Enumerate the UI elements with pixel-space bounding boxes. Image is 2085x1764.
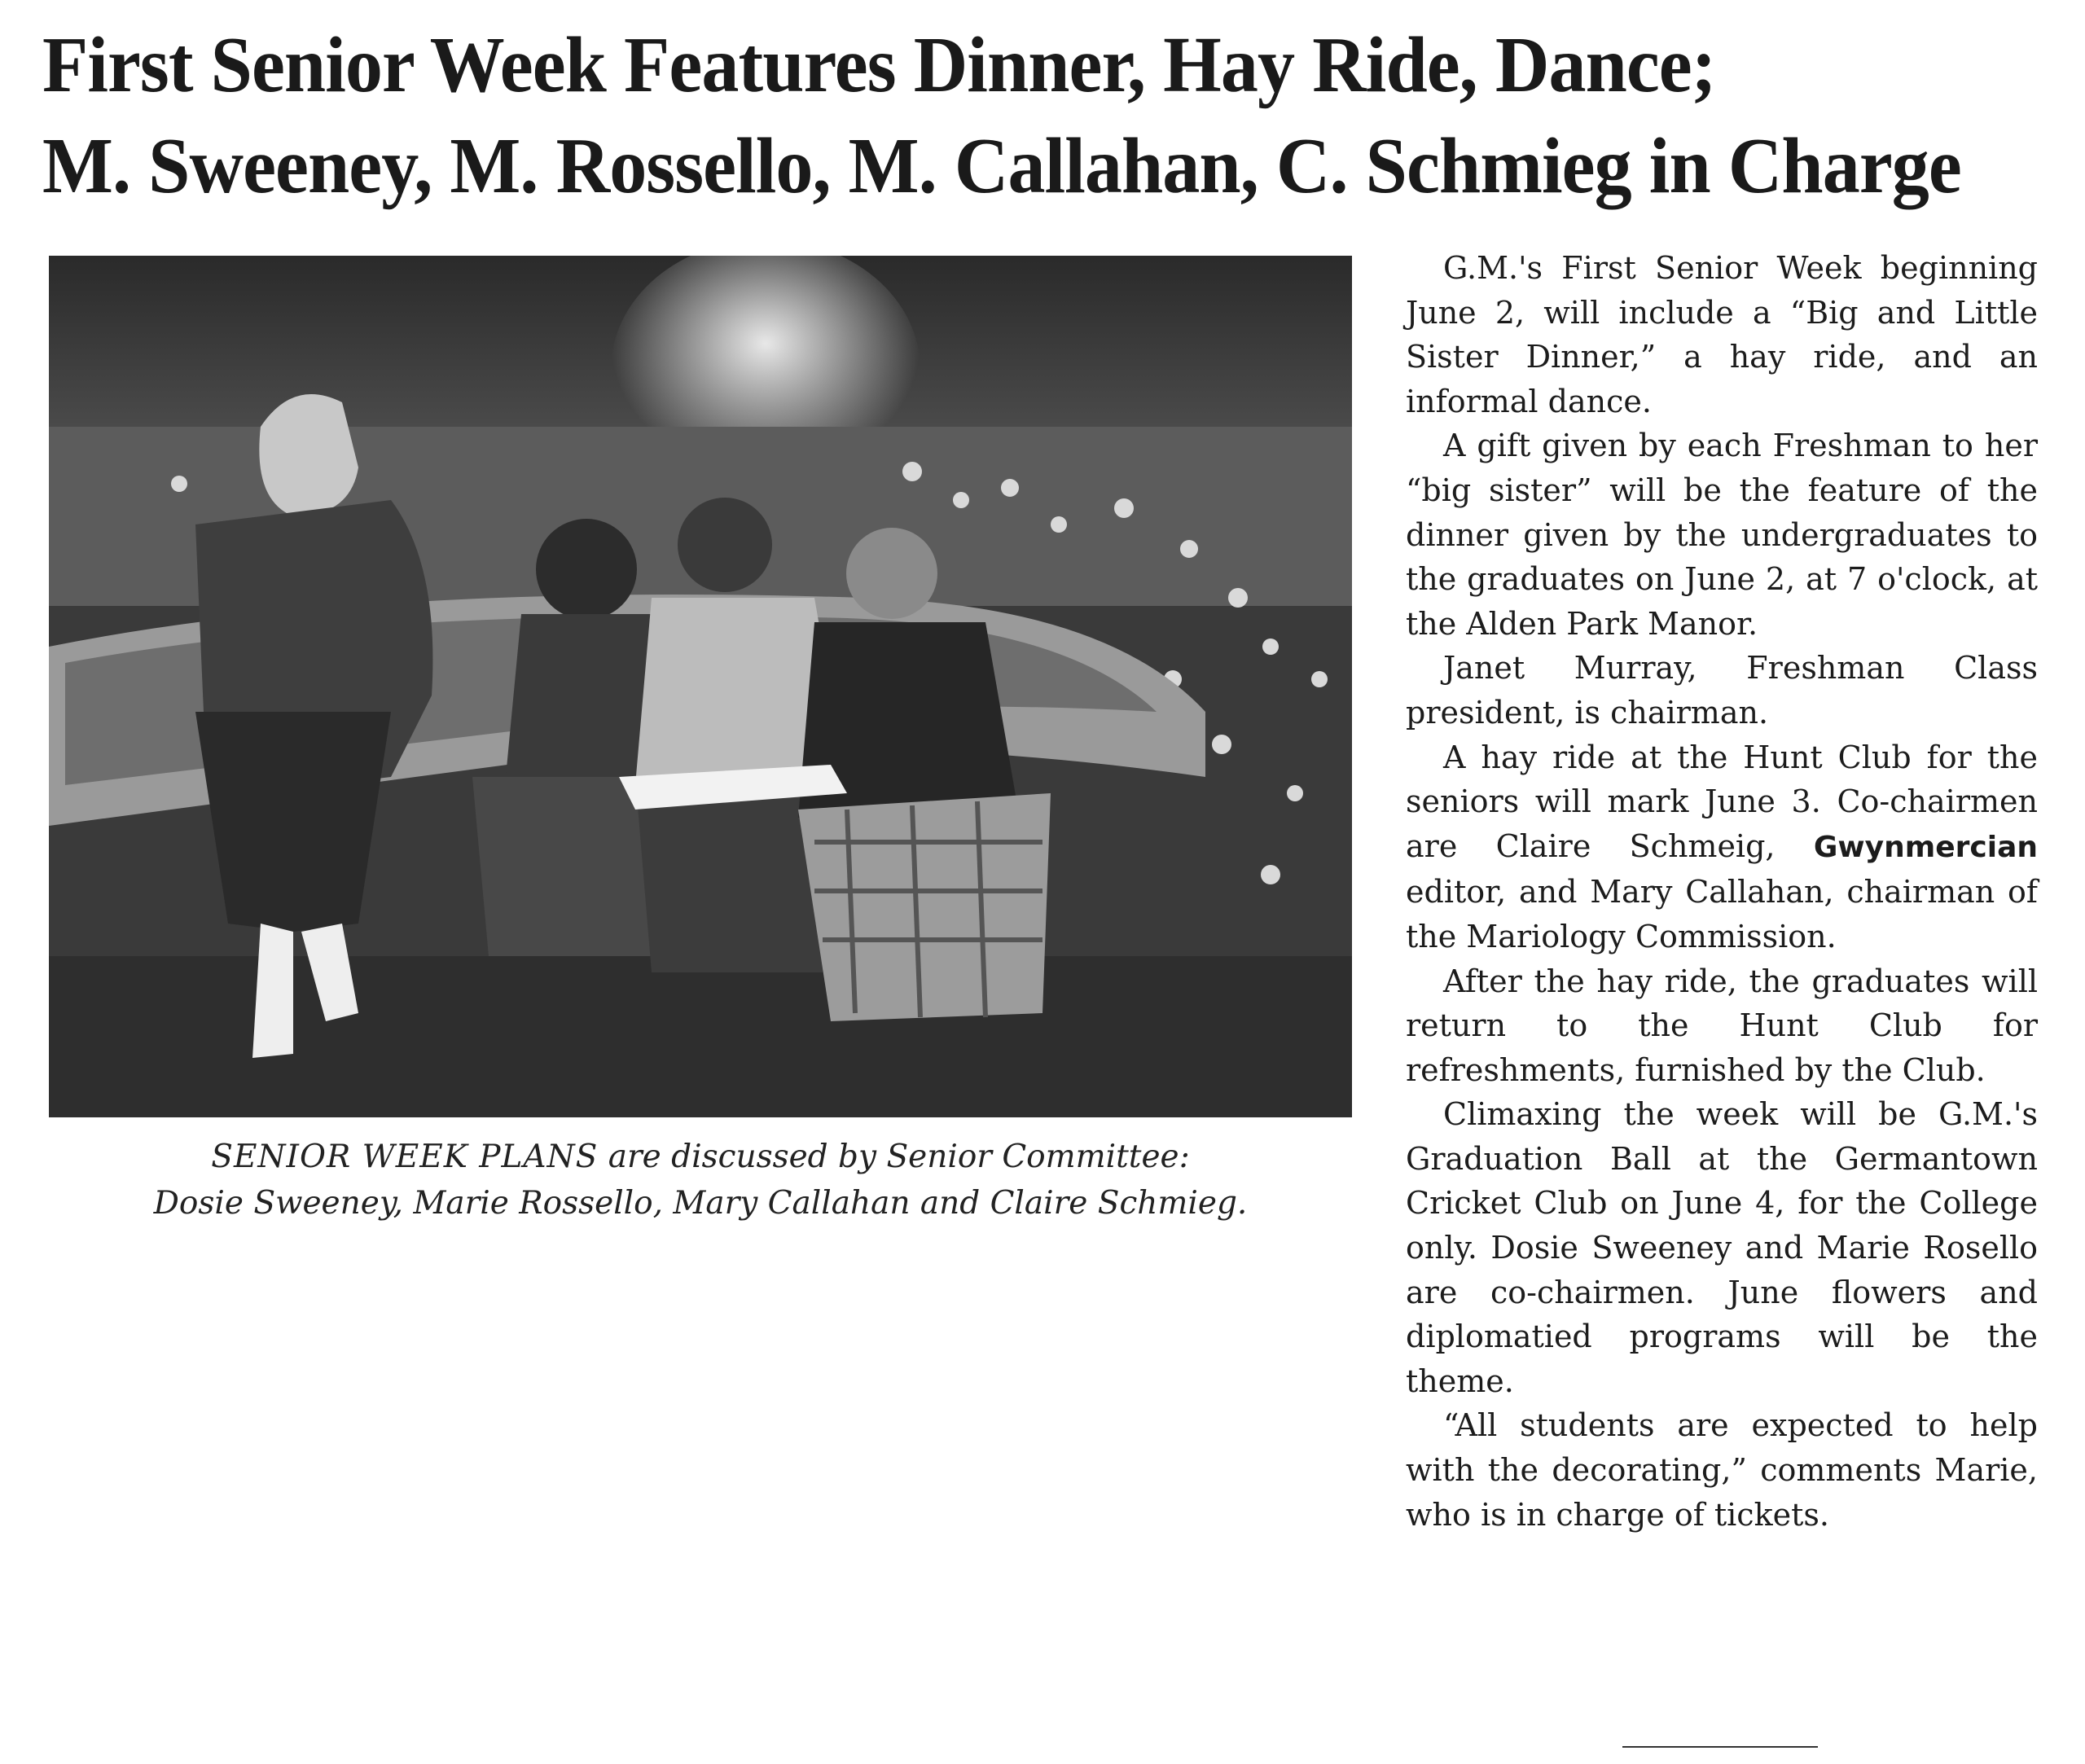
caption-line-1-rest: are discussed by Senior Committee: xyxy=(598,1139,1190,1175)
headline-line-2: M. Sweeney, M. Rossello, M. Callahan, C. Schmieg in Charge xyxy=(42,122,1961,210)
article-paragraph: “All students are expected to help with the decorating,” comments Marie, who is in charge of tickets. xyxy=(1406,1407,2038,1533)
article-paragraph: Janet Murray, Freshman Class president, is chairman. xyxy=(1406,650,2038,731)
article-paragraph xyxy=(1406,735,2038,959)
photo-caption xyxy=(49,1134,1352,1226)
caption-line-2: Dosie Sweeney, Marie Rossello, Mary Callahan and Claire Schmieg. xyxy=(153,1185,1248,1222)
headline xyxy=(42,15,1961,217)
news-photo xyxy=(49,256,1352,1117)
article-paragraph: A gift given by each Freshman to her “big sister” will be the feature of the dinner given by the undergraduates to the graduates on June 2, at 7 o'clock, at the Alden Park Manor. xyxy=(1406,428,2038,642)
publication-name: Gwynmercian xyxy=(1813,830,2038,864)
article-paragraph: G.M.'s First Senior Week beginning June 2, will include a “Big and Little Sister Dinner,” a hay ride, and an informal dance. xyxy=(1406,250,2038,419)
article-paragraph: Climaxing the week will be G.M.'s Graduation Ball at the Germantown Cricket Club on June 4, for the College only. Dosie Sweeney and Marie Rosello are co-chairmen. June flowers and diplomatied programs will be the theme. xyxy=(1406,1096,2038,1399)
article-body xyxy=(1406,246,2038,1537)
headline-line-1: First Senior Week Features Dinner, Hay Ride, Dance; xyxy=(42,21,1716,109)
end-rule xyxy=(1622,1746,1818,1748)
article-paragraph: After the hay ride, the graduates will return to the Hunt Club for refreshments, furnished by the Club. xyxy=(1406,963,2038,1088)
paragraph-text: editor, and Mary Callahan, chairman of the Mariology Commission. xyxy=(1406,874,2038,954)
caption-lead: SENIOR WEEK PLANS xyxy=(211,1139,599,1175)
paragraph-text: A hay ride at the Hunt Club for the seniors will mark June 3. Co-chairmen are Claire Schmeig, xyxy=(1406,739,2038,864)
caption-line-1 xyxy=(49,1134,1352,1180)
